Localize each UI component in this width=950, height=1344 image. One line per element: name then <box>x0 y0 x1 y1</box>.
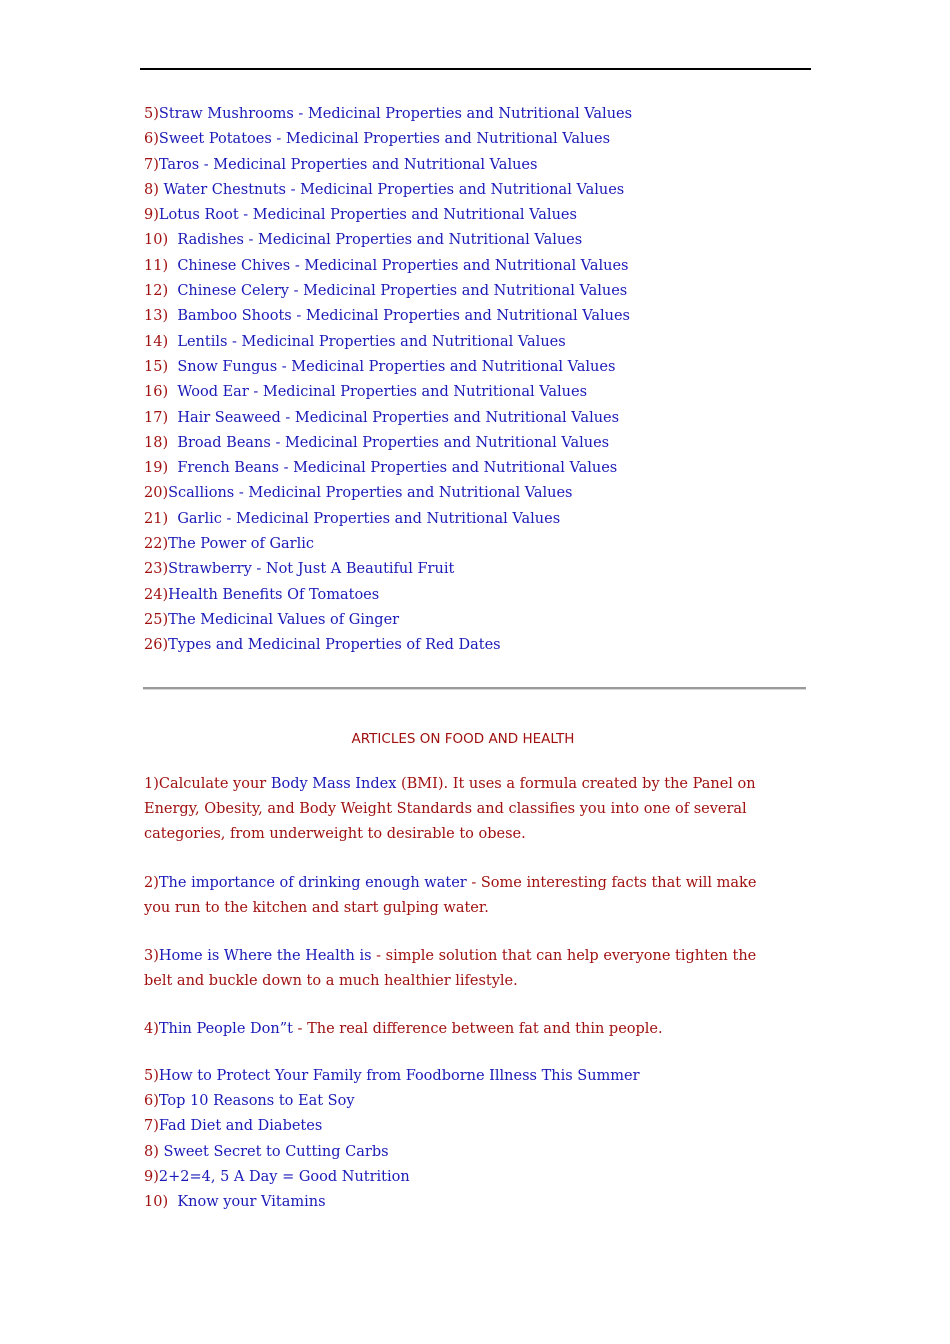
article-link[interactable]: Chinese Celery - Medicinal Properties and Nutritional Values <box>177 283 628 300</box>
article-link[interactable]: Water Chestnuts - Medicinal Properties and Nutritional Values <box>163 181 625 198</box>
list-item <box>144 382 632 407</box>
item-number: 25) <box>144 611 169 628</box>
article-link[interactable]: 2+2=4, 5 A Day = Good Nutrition <box>158 1168 410 1185</box>
item-number: 8) <box>144 1143 159 1160</box>
article-link[interactable]: The Power of Garlic <box>168 536 315 553</box>
item-number: 16) <box>144 384 169 401</box>
list-item <box>144 180 632 205</box>
item-number: 10) <box>144 1193 169 1210</box>
list-item <box>144 559 632 584</box>
health-article-list <box>144 1066 640 1217</box>
item-number: 6) <box>144 1093 159 1110</box>
list-item <box>144 610 632 635</box>
item-number: 11) <box>144 257 169 274</box>
article-link[interactable]: Hair Seaweed - Medicinal Properties and Nutritional Values <box>177 409 620 426</box>
item-number: 26) <box>144 637 169 654</box>
item-number: 23) <box>144 561 169 578</box>
list-item <box>144 281 632 306</box>
article-link[interactable]: Top 10 Reasons to Eat Soy <box>158 1093 355 1110</box>
vegetable-article-list <box>144 104 632 661</box>
item-number: 6) <box>144 131 159 148</box>
item-number: 18) <box>144 434 169 451</box>
article-link[interactable]: Fad Diet and Diabetes <box>158 1118 323 1135</box>
list-item <box>144 1167 640 1192</box>
item-number: 1) <box>144 776 159 792</box>
list-item <box>144 357 632 382</box>
item-number: 10) <box>144 232 169 249</box>
item-number: 3) <box>144 948 159 964</box>
article-link[interactable]: Lotus Root - Medicinal Properties and Nutritional Values <box>158 207 577 224</box>
item-number: 9) <box>144 1168 159 1185</box>
article-link[interactable]: Sweet Secret to Cutting Carbs <box>163 1143 389 1160</box>
list-item <box>144 332 632 357</box>
article-intro-text: Calculate your <box>158 776 271 792</box>
article-link[interactable]: Strawberry - Not Just A Beautiful Fruit <box>168 561 455 578</box>
bmi-link[interactable]: Body Mass Index <box>270 776 397 792</box>
item-number: 7) <box>144 1118 159 1135</box>
section-divider <box>143 687 806 690</box>
list-item <box>144 104 632 129</box>
list-item <box>144 1192 640 1217</box>
item-number: 22) <box>144 536 169 553</box>
article-link[interactable]: Health Benefits Of Tomatoes <box>168 586 380 603</box>
item-number: 5) <box>144 106 159 122</box>
article-link[interactable]: Snow Fungus - Medicinal Properties and Nutritional Values <box>177 358 616 375</box>
item-number: 5) <box>144 1068 159 1084</box>
article-paragraph <box>144 772 784 847</box>
item-number: 8) <box>144 181 159 198</box>
list-item <box>144 155 632 180</box>
list-item <box>144 1066 640 1091</box>
list-item <box>144 585 632 610</box>
item-number: 9) <box>144 207 159 224</box>
section-title: ARTICLES ON FOOD AND HEALTH <box>351 731 575 747</box>
article-description: - simple solution that can help everyone tighten the belt and buckle down to a much healthier lifestyle. <box>144 948 757 989</box>
article-link[interactable]: Home is Where the Health is <box>158 948 372 964</box>
top-divider <box>140 68 811 70</box>
list-item <box>144 1091 640 1116</box>
item-number: 21) <box>144 510 169 527</box>
item-number: 12) <box>144 283 169 300</box>
list-item <box>144 230 632 255</box>
article-link[interactable]: Taros - Medicinal Properties and Nutritional Values <box>158 156 538 173</box>
article-link[interactable]: French Beans - Medicinal Properties and Nutritional Values <box>177 460 618 477</box>
article-description: - The real difference between fat and thin people. <box>292 1021 663 1037</box>
article-link[interactable]: The importance of drinking enough water <box>158 875 467 891</box>
article-paragraph <box>144 871 784 921</box>
article-link[interactable]: Chinese Chives - Medicinal Properties and Nutritional Values <box>177 257 629 274</box>
item-number: 14) <box>144 333 169 350</box>
list-item <box>144 509 632 534</box>
list-item <box>144 635 632 660</box>
article-link[interactable]: Types and Medicinal Properties of Red Dates <box>168 637 501 654</box>
list-item <box>144 1116 640 1141</box>
item-number: 13) <box>144 308 169 325</box>
item-number: 7) <box>144 156 159 173</box>
list-item <box>144 1142 640 1167</box>
article-description: - Some interesting facts that will make you run to the kitchen and start gulping water. <box>144 875 757 916</box>
article-paragraph <box>144 1017 784 1042</box>
article-link[interactable]: Sweet Potatoes - Medicinal Properties and Nutritional Values <box>158 131 611 148</box>
article-link[interactable]: Scallions - Medicinal Properties and Nutritional Values <box>168 485 573 502</box>
article-link[interactable]: Radishes - Medicinal Properties and Nutritional Values <box>177 232 583 249</box>
article-description: (BMI). It uses a formula created by the Panel on Energy, Obesity, and Body Weight Standards and classifies you into one of several categories, from underweight to desirable to obese. <box>144 776 756 842</box>
article-link[interactable]: Broad Beans - Medicinal Properties and Nutritional Values <box>177 434 610 451</box>
article-paragraph <box>144 944 784 994</box>
list-item <box>144 205 632 230</box>
list-item <box>144 534 632 559</box>
item-number: 17) <box>144 409 169 426</box>
item-number: 4) <box>144 1021 159 1037</box>
article-link[interactable]: Straw Mushrooms - Medicinal Properties and Nutritional Values <box>158 106 633 122</box>
article-link[interactable]: Wood Ear - Medicinal Properties and Nutritional Values <box>177 384 588 401</box>
list-item <box>144 433 632 458</box>
item-number: 24) <box>144 586 169 603</box>
list-item <box>144 306 632 331</box>
item-number: 20) <box>144 485 169 502</box>
article-link[interactable]: Bamboo Shoots - Medicinal Properties and Nutritional Values <box>177 308 630 325</box>
item-number: 2) <box>144 875 159 891</box>
list-item <box>144 256 632 281</box>
article-link[interactable]: Garlic - Medicinal Properties and Nutritional Values <box>177 510 561 527</box>
item-number: 15) <box>144 358 169 375</box>
article-link[interactable]: Lentils - Medicinal Properties and Nutritional Values <box>177 333 566 350</box>
list-item <box>144 408 632 433</box>
list-item <box>144 458 632 483</box>
list-item <box>144 129 632 154</box>
article-link[interactable]: The Medicinal Values of Ginger <box>168 611 400 628</box>
article-link[interactable]: Thin People Don”t <box>158 1021 293 1037</box>
article-link[interactable]: How to Protect Your Family from Foodborne Illness This Summer <box>158 1068 640 1084</box>
list-item <box>144 483 632 508</box>
item-number: 19) <box>144 460 169 477</box>
article-link[interactable]: Know your Vitamins <box>177 1193 326 1210</box>
